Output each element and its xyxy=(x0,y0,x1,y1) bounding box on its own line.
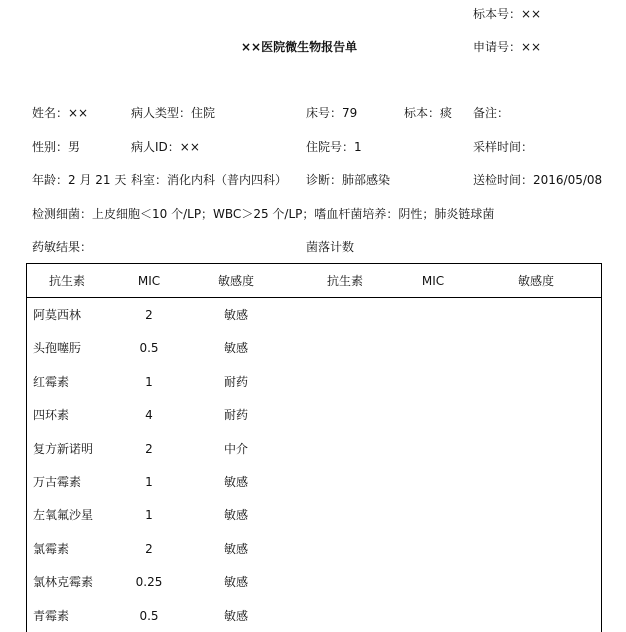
bed-number: 床号：79 xyxy=(306,106,358,120)
mic-value: 2 xyxy=(145,308,153,322)
diagnosis: 诊断：肺部感染 xyxy=(306,173,391,187)
antibiotic-name: 复方新诺明 xyxy=(33,442,94,456)
submission-time: 送检时间：2016/05/08 xyxy=(473,173,603,187)
antibiotic-name: 头孢噻肟 xyxy=(33,341,82,355)
specimen-type: 标本：痰 xyxy=(404,106,453,120)
header-antibiotic: 抗生素 xyxy=(48,274,85,288)
specimen-number: 标本号：×× xyxy=(473,7,542,21)
patient-id: 病人ID：×× xyxy=(131,140,200,154)
sensitivity-value: 耐药 xyxy=(223,408,248,422)
antibiotic-name: 四环素 xyxy=(33,408,70,422)
mic-value: 1 xyxy=(145,375,153,389)
age: 年龄：2 月 21 天 xyxy=(32,173,127,187)
mic-value: 0.25 xyxy=(135,575,163,589)
mic-value: 1 xyxy=(145,475,153,489)
header-divider xyxy=(27,297,601,298)
mic-value: 0.5 xyxy=(139,609,159,623)
admission-number: 住院号：1 xyxy=(306,140,362,154)
header-mic-2: MIC xyxy=(421,274,445,288)
detected-bacteria: 检测细菌：上皮细胞＜10 个/LP；WBC＞25 个/LP；嗜血杆菌培养：阴性；肺炎链球菌 xyxy=(32,207,495,221)
sensitivity-value: 敏感 xyxy=(223,508,248,522)
sensitivity-value: 敏感 xyxy=(223,341,248,355)
remarks: 备注： xyxy=(473,106,510,120)
susceptibility-table xyxy=(26,263,602,632)
header-sensitivity: 敏感度 xyxy=(217,274,254,288)
sensitivity-value: 敏感 xyxy=(223,475,248,489)
sensitivity-value: 中介 xyxy=(223,442,248,456)
antibiotic-name: 青霉素 xyxy=(33,609,70,623)
header-mic: MIC xyxy=(137,274,161,288)
header-antibiotic-2: 抗生素 xyxy=(326,274,363,288)
sensitivity-value: 敏感 xyxy=(223,308,248,322)
mic-value: 0.5 xyxy=(139,341,159,355)
request-number: 申请号：×× xyxy=(473,40,542,54)
sensitivity-value: 敏感 xyxy=(223,609,248,623)
colony-count-label: 菌落计数 xyxy=(306,240,355,254)
sensitivity-value: 敏感 xyxy=(223,575,248,589)
mic-value: 4 xyxy=(145,408,153,422)
antibiotic-name: 红霉素 xyxy=(33,375,70,389)
report-title: ××医院微生物报告单 xyxy=(241,40,358,54)
gender: 性别：男 xyxy=(32,140,81,154)
susceptibility-label: 药敏结果： xyxy=(32,240,93,254)
sensitivity-value: 耐药 xyxy=(223,375,248,389)
antibiotic-name: 氯林克霉素 xyxy=(33,575,94,589)
department: 科室：消化内科（普内四科） xyxy=(131,173,288,187)
patient-name: 姓名：×× xyxy=(32,106,89,120)
sampling-time: 采样时间： xyxy=(473,140,534,154)
mic-value: 2 xyxy=(145,542,153,556)
antibiotic-name: 左氧氟沙星 xyxy=(33,508,94,522)
antibiotic-name: 万古霉素 xyxy=(33,475,82,489)
sensitivity-value: 敏感 xyxy=(223,542,248,556)
antibiotic-name: 阿莫西林 xyxy=(33,308,82,322)
antibiotic-name: 氯霉素 xyxy=(33,542,70,556)
patient-type: 病人类型：住院 xyxy=(131,106,216,120)
mic-value: 1 xyxy=(145,508,153,522)
header-sensitivity-2: 敏感度 xyxy=(517,274,554,288)
mic-value: 2 xyxy=(145,442,153,456)
